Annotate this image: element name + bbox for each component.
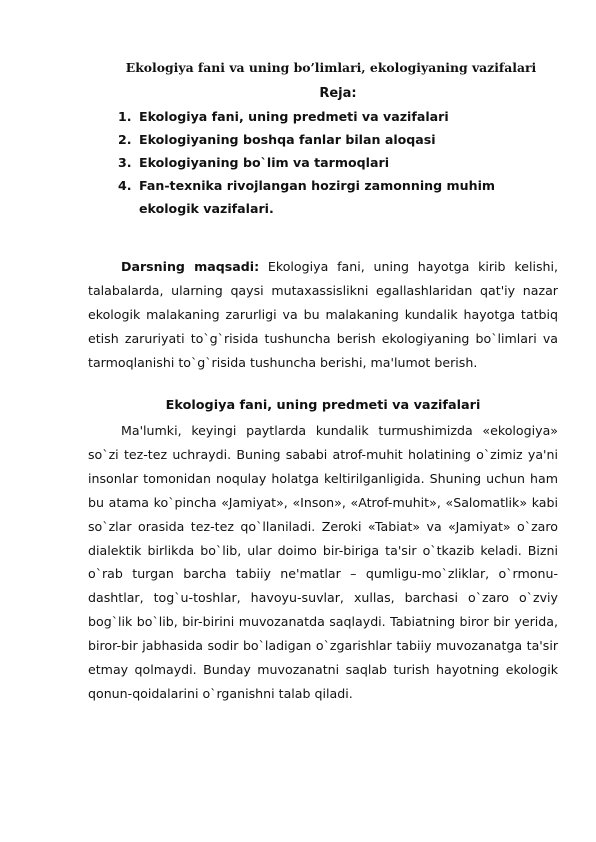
plan-item-number: 3. bbox=[118, 155, 132, 170]
document-title: Ekologiya fani va uning bo’limlari, ekologiyaning vazifalari bbox=[125, 60, 537, 75]
plan-item bbox=[118, 105, 558, 128]
plan-item-text: Ekologiyaning bo`lim va tarmoqlari bbox=[139, 155, 390, 170]
plan-item bbox=[118, 174, 558, 220]
plan-item bbox=[118, 151, 558, 174]
lesson-aim-label: Darsning maqsadi: bbox=[121, 259, 260, 274]
plan-label: Reja: bbox=[319, 86, 357, 101]
section-paragraph-text: Ma'lumki, keyingi paytlarda kundalik turmushimizda «ekologiya» so`zi tez-tez uchraydi. Buning sababi atrof-muhit holatining o`zimiz ya'ni insonlar tomonidan noqulay holatga keltirilganligida. Shuning uchun ham bu atama ko`pincha «Jamiyat», «Inson», «Atrof-muhit», «Salomatlik» kabi so`zlar orasida tez-tez qo`llaniladi. Zeroki «Tabiat» va «Jamiyat» o`zaro dialektik birlikda bo`lib, ular doimo bir-biriga ta'sir o`tkazib keladi. Bizni o`rab turgan barcha tabiiy ne'matlar – qumligu-mo`zliklar, o`rmonu-dashtlar, tog`u-toshlar, havoyu-suvlar, xullas, barchasi o`zaro o`zviy bog`lik bo`lib, bir-birini muvozanatda saqlaydi. Tabiatning biror bir yerida, biror-bir jabhasida sodir bo`ladigan o`zgarishlar tabiiy muvozanatga ta'sir etmay qolmaydi. Bunday muvozanatni saqlab turish hayotning ekologik qonun-qoidalarini o`rganishni talab qiladi. bbox=[88, 423, 558, 701]
plan-item-text: Fan-texnika rivojlangan hozirgi zamonning muhim ekologik vazifalari. bbox=[139, 178, 496, 216]
plan-item-number: 2. bbox=[118, 132, 132, 147]
lesson-aim-paragraph bbox=[88, 255, 558, 375]
section-heading: Ekologiya fani, uning predmeti va vazifalari bbox=[165, 398, 481, 413]
plan-item-text: Ekologiya fani, uning predmeti va vazifalari bbox=[139, 109, 449, 124]
plan-item bbox=[118, 128, 558, 151]
section-paragraph bbox=[88, 419, 558, 706]
lesson-aim-text: Ekologiya fani, uning hayotga kirib kelishi, talabalarda, ularning qaysi mutaxassislikni egallashlaridan qat'iy nazar ekologik malakaning zarurligi va bu malakaning kundalik hayotga tatbiq etish zaruriyati to`g`risida tushuncha berish ekologiyaning bo`limlari va tarmoqlanishi to`g`risida tushuncha berishi, ma'lumot berish. bbox=[88, 259, 558, 370]
plan-item-text: Ekologiyaning boshqa fanlar bilan aloqasi bbox=[139, 132, 436, 147]
plan-item-number: 4. bbox=[118, 178, 132, 193]
plan-list bbox=[118, 105, 558, 220]
plan-item-number: 1. bbox=[118, 109, 132, 124]
